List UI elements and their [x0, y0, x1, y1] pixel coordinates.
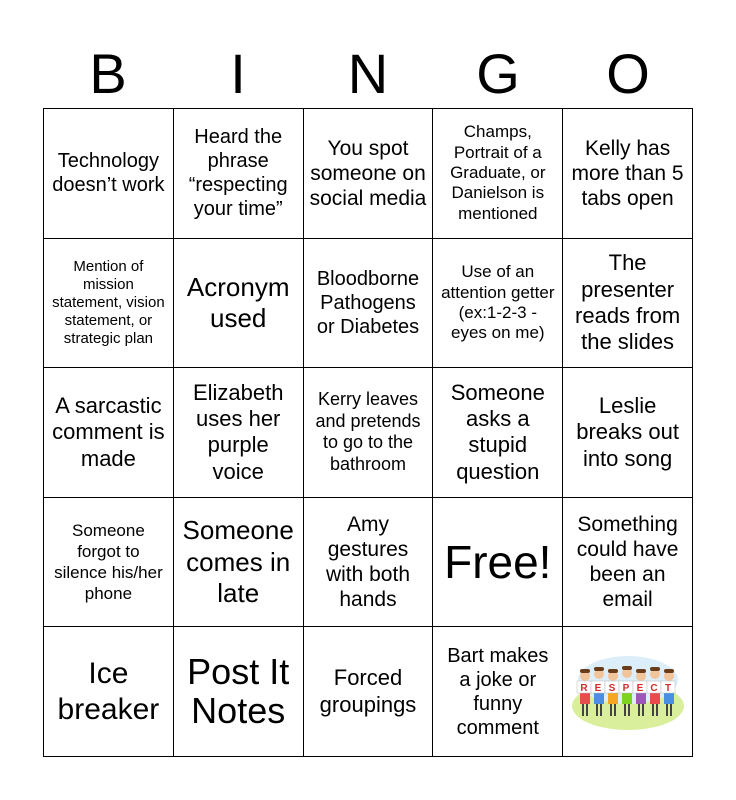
bingo-cell: You spot someone on social media	[304, 109, 434, 239]
header-letter-o: O	[606, 42, 650, 105]
bingo-cell: Heard the phrase “respecting your time”	[174, 109, 304, 239]
header-letter-n: N	[347, 42, 389, 105]
bingo-cell: Someone comes in late	[174, 498, 304, 628]
bingo-cell: A sarcastic comment is made	[44, 368, 174, 498]
sign-letter: E	[636, 682, 643, 694]
bingo-grid	[43, 108, 693, 757]
bingo-cell: Someone asks a stupid question	[433, 368, 563, 498]
bingo-cell: Amy gestures with both hands	[304, 498, 434, 628]
sign-letter: S	[608, 682, 615, 694]
header-letter-b: B	[89, 42, 127, 105]
bingo-cell: Bart makes a joke or funny comment	[433, 627, 563, 757]
respect-kids-image	[572, 652, 684, 732]
sign-letter: T	[664, 682, 671, 694]
bingo-cell: Leslie breaks out into song	[563, 368, 693, 498]
sign-letter: E	[594, 682, 601, 694]
respect-image-cell	[563, 627, 693, 757]
bingo-cell: Someone forgot to silence his/her phone	[44, 498, 174, 628]
header-letter-i: I	[230, 42, 246, 105]
bingo-cell: Kerry leaves and pretends to go to the bathroom	[304, 368, 434, 498]
bingo-cell: Champs, Portrait of a Graduate, or Danielson is mentioned	[433, 109, 563, 239]
bingo-cell: Bloodborne Pathogens or Diabetes	[304, 239, 434, 369]
bingo-cell: Something could have been an email	[563, 498, 693, 628]
free-space: Free!	[433, 498, 563, 628]
bingo-cell: Mention of mission statement, vision statement, or strategic plan	[44, 239, 174, 369]
bingo-cell: The presenter reads from the slides	[563, 239, 693, 369]
bingo-cell: Kelly has more than 5 tabs open	[563, 109, 693, 239]
bingo-cell: Post It Notes	[174, 627, 304, 757]
bingo-cell: Use of an attention getter (ex:1-2-3 - eyes on me)	[433, 239, 563, 369]
bingo-cell: Elizabeth uses her purple voice	[174, 368, 304, 498]
sign-letter: P	[622, 682, 629, 694]
sign-letter: C	[649, 682, 658, 694]
header-letter-g: G	[476, 42, 520, 105]
bingo-cell: Forced groupings	[304, 627, 434, 757]
bingo-header	[43, 40, 693, 108]
bingo-cell: Technology doesn’t work	[44, 109, 174, 239]
bingo-cell: Ice breaker	[44, 627, 174, 757]
bingo-cell: Acronym used	[174, 239, 304, 369]
sign-letter: R	[579, 682, 588, 694]
